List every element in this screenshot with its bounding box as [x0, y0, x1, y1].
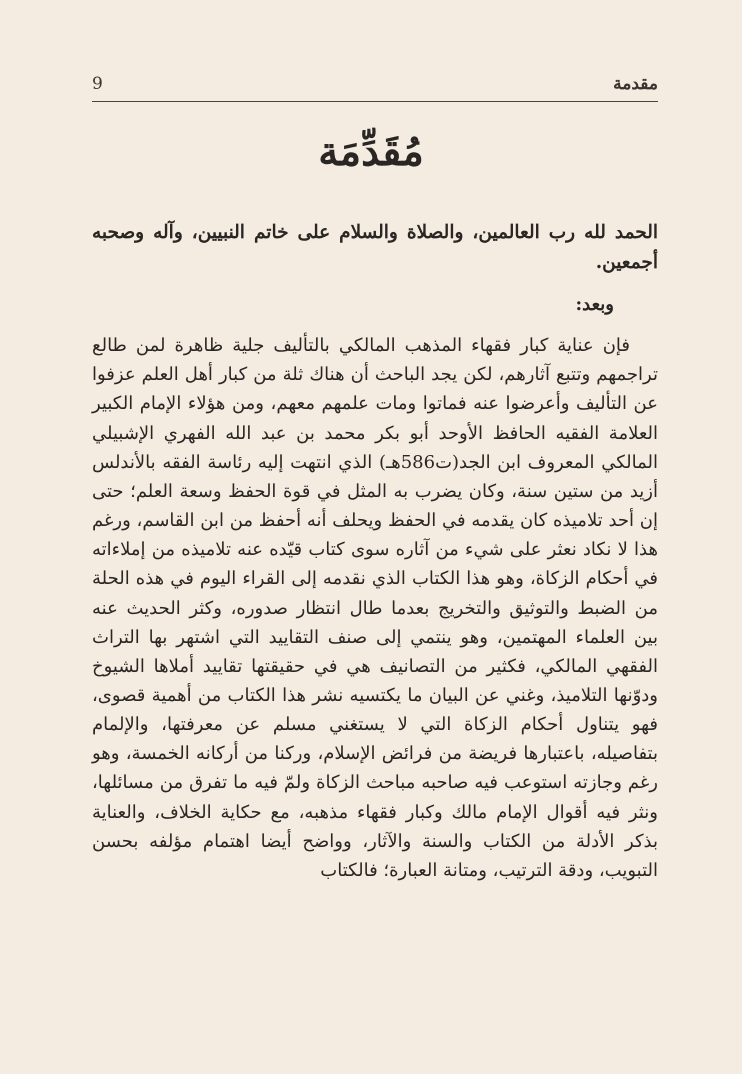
- running-title: مقدمة: [613, 74, 658, 94]
- chapter-title: مُقَدِّمَة: [318, 128, 424, 175]
- page-number: 9: [92, 74, 103, 94]
- body-text: [92, 218, 658, 885]
- wabad-heading: وبعد:: [575, 293, 614, 315]
- header-rule: [92, 101, 658, 102]
- page-header: [92, 72, 658, 100]
- intro-line: الحمد لله رب العالمين، والصلاة والسلام على خاتم النبيين، وآله وصحبه أجمعين.: [92, 222, 658, 273]
- body-paragraph: فإن عناية كبار فقهاء المذهب المالكي بالتأليف جلية ظاهرة لمن طالع تراجمهم وتتبع آثارهم، لكن يجد الباحث أن هناك ثلة من كبار أهل العلم عزفوا عن التأليف وأعرضوا عنه فماتوا ومات علمهم معهم، ومن هؤلاء الإمام الكبير العلامة الفقيه الحافظ الأوحد أبو بكر محمد بن عبد الله الفهري الإشبيلي المالكي المعروف ابن الجد(ت586هـ) الذي انتهت إليه رئاسة الفقه بالأندلس أزيد من ستين سنة، وكان يضرب به المثل في قوة الحفظ وسعة العلم؛ حتى إن أحد تلاميذه كان يقدمه في الحفظ ويحلف أنه أحفظ من ابن القاسم، ورغم هذا لا نكاد نعثر على شيء من آثاره سوى كتاب قيّده عنه تلاميذه من إملاءاته في أحكام الزكاة، وهو هذا الكتاب الذي نقدمه إلى القراء اليوم في هذه الحلة من الضبط والتوثيق والتخريج بعدما طال انتظار صدوره، وكثر الحديث عنه بين العلماء المهتمين، وهو ينتمي إلى صنف التقاييد التي اشتهر بها التراث الفقهي المالكي، فكثير من التصانيف هي في حقيقتها تقاييد أملاها الشيوخ ودوّنها التلاميذ، وغني عن البيان ما يكتسيه نشر هذا الكتاب من أهمية قصوى، فهو يتناول أحكام الزكاة التي لا يستغني مسلم عن معرفتها، والإلمام بتفاصيله، باعتبارها فريضة من فرائض الإسلام، وركنا من أركانه الخمسة، وهو رغم وجازته استوعب فيه صاحبه مباحث الزكاة ولمّ فيه ما تفرق من مسائلها، ونثر فيه أقوال الإمام مالك وكبار فقهاء مذهبه، مع حكاية الخلاف، والعناية بذكر الأدلة من الكتاب والسنة والآثار، وواضح أيضا اهتمام مؤلفه بحسن التبويب، ودقة الترتيب، ومتانة العبارة؛ فالكتاب: [92, 335, 658, 881]
